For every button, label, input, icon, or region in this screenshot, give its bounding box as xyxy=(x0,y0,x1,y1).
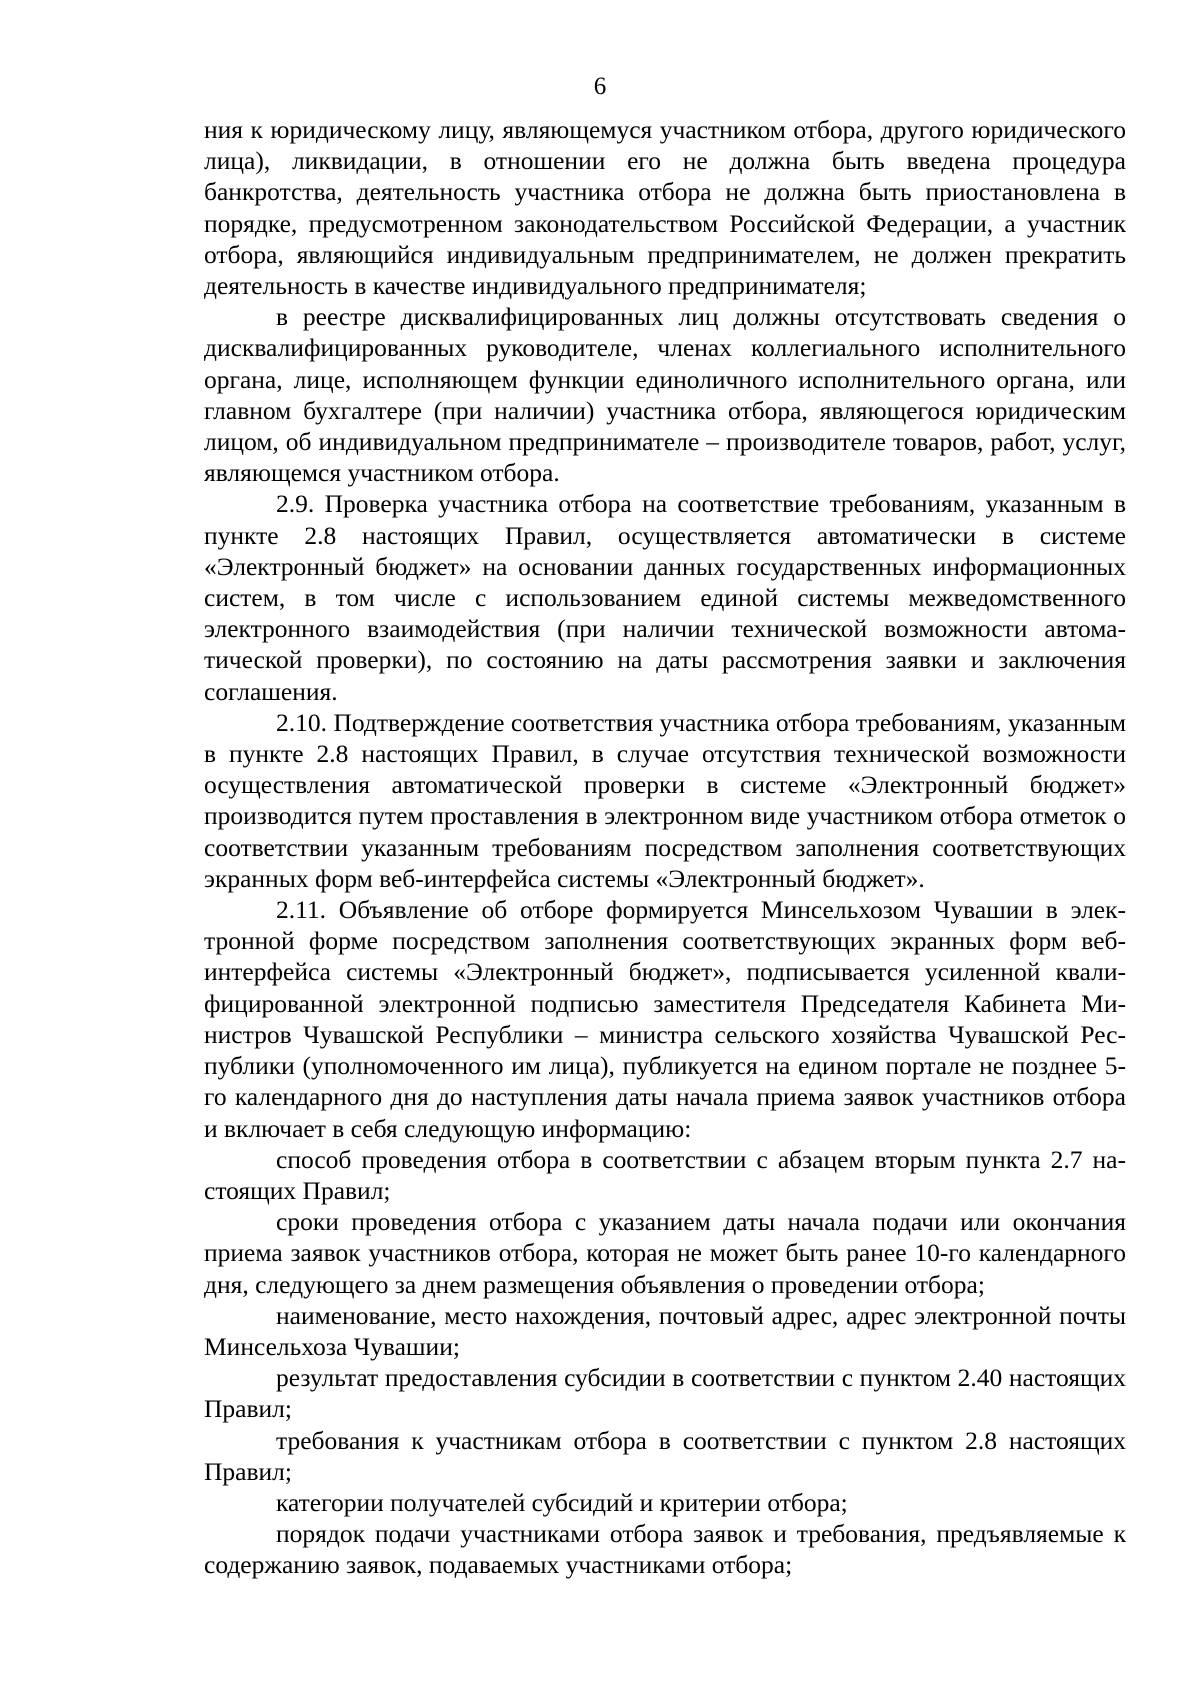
paragraph-2-10: 2.10. Подтверждение соответствия участника отбора требованиям, указанным в пункте 2.8 настоящих Правил, в случае отсутствия технической возможности осуществления автоматической проверки в системе «Электронный бюджет» производится путем проставления в электронном виде участником отбора отметок о соответствии указанным требованиям посредством заполнения соответствующих экранных форм веб-интерфейса системы «Электронный бюджет». xyxy=(204,707,1126,893)
paragraph-2-11: 2.11. Объявление об отборе формируется Минсельхозом Чувашии в электронной форме посредством заполнения соответствующих экранных форм веб-интерфейса системы «Электронный бюджет», подписывается усиленной квалифицированной электронной подписью заместителя Председателя Кабинета Министров Чувашской Республики – министра сельского хозяйства Чувашской Республики (уполномоченного им лица), публикуется на едином портале не позднее 5-го календарного дня до наступления даты начала приема заявок участников отбора и включает в себя следующую информацию: xyxy=(204,895,1126,1143)
paragraph-selection-dates: сроки проведения отбора с указанием даты начала подачи или окончания приема заявок участников отбора, которая не может быть ранее 10-го календарного дня, следующего за днем размещения объявления о проведении отбора; xyxy=(204,1207,1126,1299)
paragraph-continuation: ния к юридическому лицу, являющемуся участником отбора, другого юридического лица), ликвидации, в отношении его не должна быть введена процедура банкротства, деятельность участника отбора не должна быть приостановлена в порядке, предусмотренном законодательством Российской Федерации, а участник отбора, являющийся индивидуальным предпринимателем, не должен прекратить деятельность в качестве индивидуального предпринимателя; xyxy=(204,115,1126,301)
document-body xyxy=(204,114,1126,1581)
paragraph-participant-requirements: требования к участникам отбора в соответствии с пунктом 2.8 настоящих Правил; xyxy=(204,1425,1126,1486)
paragraph-disqualified-registry: в реестре дисквалифицированных лиц должны отсутствовать сведения о дисквалифицированных руководителе, членах коллегиального исполнительного органа, лице, исполняющем функции единоличного исполнительного органа, или главном бухгалтере (при наличии) участника отбора, являющегося юридическим лицом, об индивидуальном предпринимателе – производителе товаров, работ, услуг, являющемся участником отбора. xyxy=(204,302,1126,488)
paragraph-2-9: 2.9. Проверка участника отбора на соответствие требованиям, указанным в пункте 2.8 настоящих Правил, осуществляется автоматически в системе «Электронный бюджет» на основании данных государственных информационных систем, в том числе с использованием единой системы межведомственного электронного взаимодействия (при наличии технической возможности автоматической проверки), по состоянию на даты рассмотрения заявки и заключения соглашения. xyxy=(204,489,1126,706)
page-number: 6 xyxy=(593,73,607,100)
paragraph-selection-method: способ проведения отбора в соответствии с абзацем вторым пункта 2.7 настоящих Правил; xyxy=(204,1144,1126,1205)
paragraph-ministry-contacts: наименование, место нахождения, почтовый адрес, адрес электронной почты Минсельхоза Чувашии; xyxy=(204,1300,1126,1361)
paragraph-application-procedure: порядок подачи участниками отбора заявок и требования, предъявляемые к содержанию заявок, подаваемых участниками отбора; xyxy=(204,1519,1126,1580)
paragraph-subsidy-result: результат предоставления субсидии в соответствии с пунктом 2.40 настоящих Правил; xyxy=(204,1363,1126,1424)
paragraph-recipient-categories: категории получателей субсидий и критерии отбора; xyxy=(276,1487,848,1517)
